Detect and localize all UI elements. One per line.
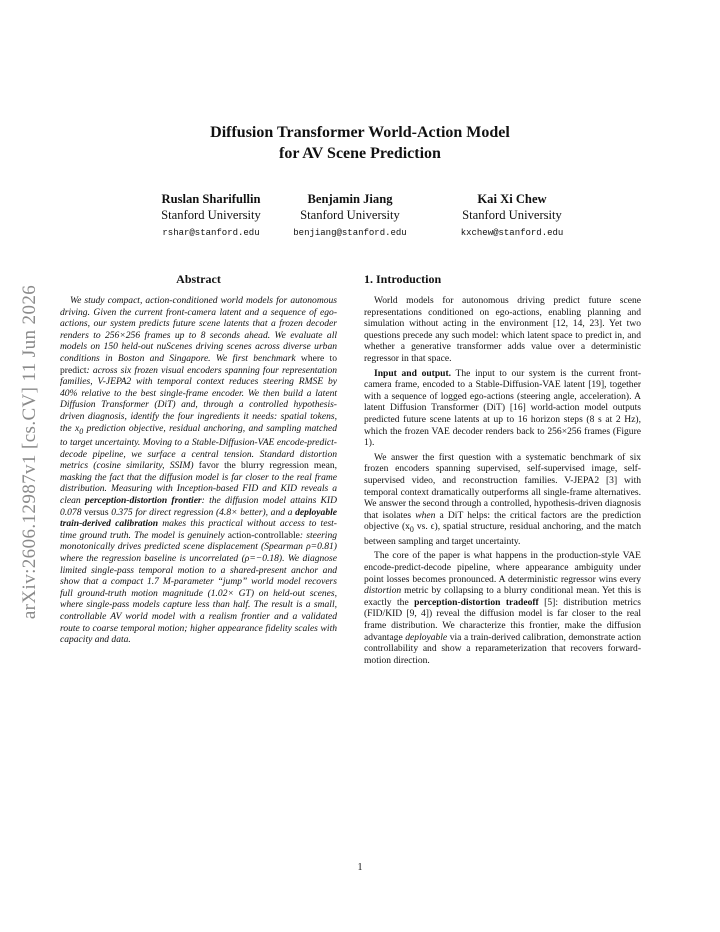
author-affiliation: Stanford University <box>300 208 400 222</box>
arxiv-stamp-text: arXiv:2606.12987v1 [cs.CV] 11 Jun 2026 <box>19 284 40 620</box>
section-heading-introduction: 1. Introduction <box>364 272 442 286</box>
author-affiliation: Stanford University <box>161 208 261 222</box>
author-block <box>417 191 607 241</box>
intro-paragraph: We answer the first question with a systematic benchmark of six frozen encoders spanning supervised, self-supervised image, self-supervised video, and reconstruction families. V-JEPA2 [3] with temporal context dramatically outperforms all single-frame alternatives. We answer the second through a controlled, hypothesis-driven diagnosis that isolates when a DiT helps: the critical factors are the prediction objective ($x_0$ vs. ϵ), spatial structure, residual anchoring, and the match between sampling and target uncertainty. <box>364 451 642 547</box>
title-line-1: Diffusion Transformer World-Action Model <box>210 124 510 141</box>
title-line-2: for AV Scene Prediction <box>279 145 441 162</box>
author-affiliation: Stanford University <box>462 208 562 222</box>
author-name: Kai Xi Chew <box>477 192 547 206</box>
intro-paragraph: Input and output. The input to our system is the current front-camera frame, encoded to a Stable-Diffusion-VAE latent [19], together with a sequence of logged ego-actions (steering angle, acceleration). A latent Diffusion Transformer (DiT) [16] world-action model outputs predicted future scene latents at up to 16 horizon steps (8 s at 2 Hz), which the frozen VAE decoder renders back to 256×256 frames (Figure 1). <box>364 367 642 449</box>
author-name: Benjamin Jiang <box>307 192 393 206</box>
author-email[interactable]: benjiang@stanford.edu <box>293 228 407 238</box>
author-email[interactable]: rshar@stanford.edu <box>162 228 260 238</box>
arxiv-stamp <box>4 262 56 642</box>
intro-paragraph: World models for autonomous driving predict future scene representations conditioned on ego-actions, enabling planning and simulation without acting in the environment [12, 14, 23]. Yet two questions precede any such model: which latent space to predict in, and whether a generative transformer adds value over a deterministic regressor in that space. <box>364 295 641 364</box>
abstract-heading: Abstract <box>176 272 221 286</box>
author-email[interactable]: kxchew@stanford.edu <box>460 228 564 238</box>
page-number: 1 <box>357 862 363 873</box>
paper-title <box>0 122 720 164</box>
left-column <box>60 272 337 646</box>
intro-paragraph: The core of the paper is what happens in the production-style VAE encode-predict-decode pipeline, where appearance ambiguity under point losses becomes pronounced. A deterministic regressor wins every distortion metric by collapsing to a blurry conditional mean. Yet this is exactly the perception-distortion tradeoff [5]: distribution metrics (FID/KID [9, 4]) reveal the diffusion model is far closer to the real frame distribution. We characterize this frontier, make the diffusion advantage deployable via a train-derived calibration, demonstrate action controllability and show a reparameterization that recovers forward-motion direction. <box>364 550 641 666</box>
abstract-text: We study compact, action-conditioned world models for autonomous driving. Given the current front-camera latent and a sequence of ego-actions, our system predicts future scene latents that a frozen decoder renders to 256×256 frames up to 8 seconds ahead. We evaluate all models on 150 held-out nuScenes driving scenes across diverse urban conditions in Boston and Singapore. We first benchmark where to predict: across six frozen visual encoders spanning four representation families, V-JEPA2 with temporal context reduces steering RMSE by 40% relative to the best single-frame encoder. We then build a latent Diffusion Transformer (DiT) and, through a controlled hypothesis-driven diagnosis, identify the four ingredients it needs: spatial tokens, the $x_0$ prediction objective, residual anchoring, and sampling matched to target uncertainty. Moving to a Stable-Diffusion-VAE encode-predict-decode pipeline, we surface a central tension. Standard distortion metrics (cosine similarity, SSIM) favor the blurry regression mean, masking the fact that the diffusion model is far closer to the real frame distribution. Measuring with Inception-based FID and KID reveals a clean perception-distortion frontier: the diffusion model attains KID 0.078 versus 0.375 for direct regression (4.8× better), and a deployable train-derived calibration makes this practical without access to test-time ground truth. The model is genuinely action-controllable: steering monotonically drives predicted scene displacement (Spearman ρ=0.81) where the regression baseline is uncorrelated (ρ=−0.18). We diagnose limited single-pass temporal motion to a shared-present anchor and show that a compact 1.7 M-parameter “jump” world model recovers full ground-truth motion magnitude (1.02× GT) on held-out scenes, where single-pass models capture less than half. The result is a small, controllable AV world model with a realism frontier and a validated route to coarse temporal motion; higher appearance fidelity scales with capacity and data. <box>60 295 337 646</box>
right-column <box>364 272 641 669</box>
author-name: Ruslan Sharifullin <box>161 192 261 206</box>
